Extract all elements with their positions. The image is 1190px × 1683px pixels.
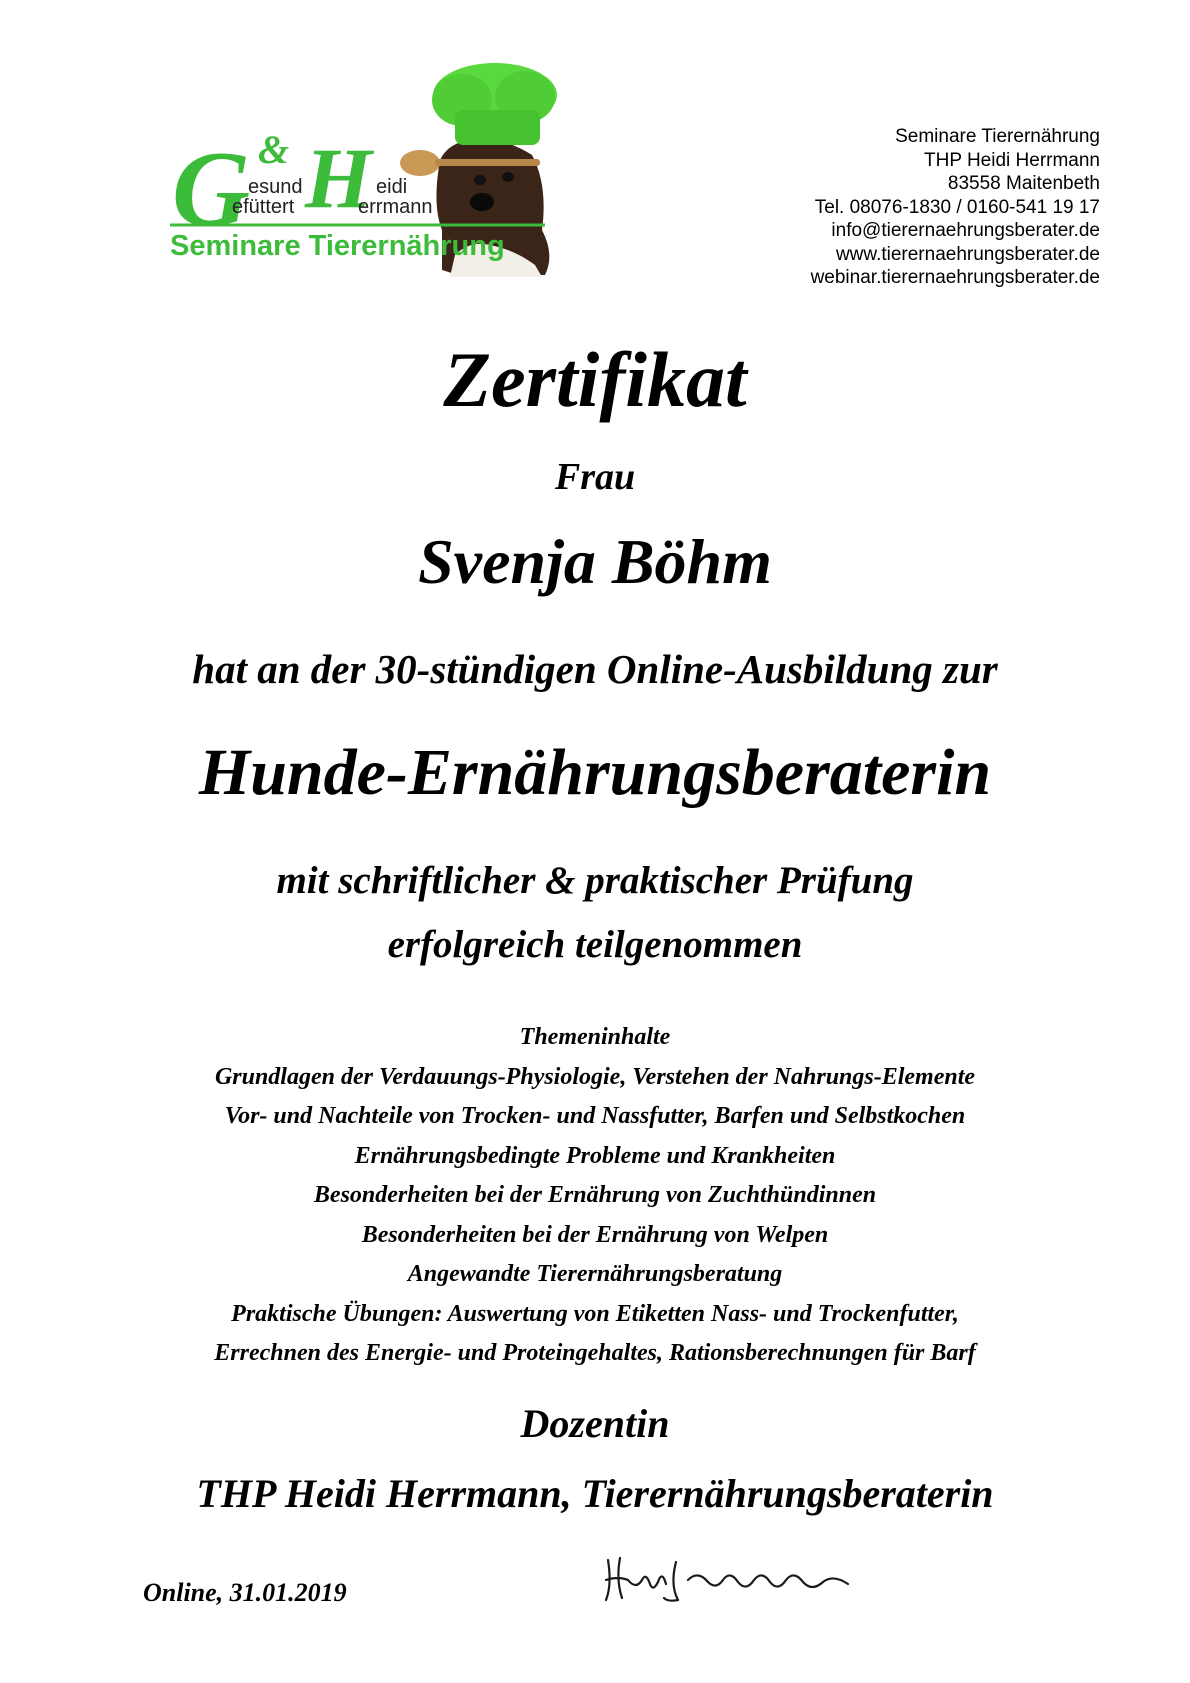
topic-item: Errechnen des Energie- und Proteingehaltes, Rationsberechnungen für Barf — [214, 1340, 976, 1366]
contact-info — [811, 125, 1100, 290]
topic-item: Praktische Übungen: Auswertung von Etiketten Nass- und Trockenfutter, — [231, 1300, 959, 1327]
course-title: Hunde-Ernährungsberaterin — [198, 736, 992, 809]
logo-word-errmann: errmann — [358, 196, 433, 218]
topics-heading: Themeninhalte — [519, 1024, 671, 1050]
topic-item: Besonderheiten bei der Ernährung von Zuchthündinnen — [313, 1182, 877, 1208]
logo-word-esund: esund — [248, 176, 303, 198]
exam-line: mit schriftlicher & praktischer Prüfung — [276, 859, 914, 902]
contact-company: Seminare Tierernährung — [895, 126, 1100, 147]
salutation: Frau — [554, 456, 636, 498]
instructor-label: Dozentin — [520, 1401, 670, 1446]
instructor-name: THP Heidi Herrmann, Tierernährungsberaterin — [196, 1471, 994, 1516]
recipient-name: Svenja Böhm — [418, 526, 772, 597]
logo-letter-h: H — [305, 130, 372, 226]
topic-item: Vor- und Nachteile von Trocken- und Nassfutter, Barfen und Selbstkochen — [224, 1103, 966, 1129]
place-date: Online, 31.01.2019 — [143, 1578, 347, 1607]
contact-email: info@tierernaehrungsberater.de — [831, 220, 1100, 241]
contact-address: 83558 Maitenbeth — [947, 173, 1100, 194]
contact-webinar: webinar.tierernaehrungsberater.de — [810, 267, 1100, 288]
topic-item: Besonderheiten bei der Ernährung von Welpen — [361, 1221, 829, 1248]
logo-letter-g: G — [172, 130, 250, 249]
logo-word-efuettert: efüttert — [232, 196, 295, 218]
company-logo — [170, 55, 590, 290]
certificate-title: Zertifikat — [443, 336, 747, 423]
topic-item: Angewandte Tierernährungsberatung — [407, 1261, 783, 1287]
chef-hat-icon — [432, 63, 557, 145]
signature — [598, 1540, 898, 1610]
topic-item: Grundlagen der Verdauungs-Physiologie, Verstehen der Nahrungs-Elemente — [214, 1063, 976, 1090]
logo-tagline: Seminare Tierernährung — [170, 230, 505, 262]
logo-ampersand: & — [258, 127, 290, 172]
topic-item: Ernährungsbedingte Probleme und Krankheiten — [354, 1142, 836, 1169]
course-intro: hat an der 30-stündigen Online-Ausbildung zur — [192, 646, 998, 692]
contact-owner: THP Heidi Herrmann — [924, 149, 1100, 171]
logo-word-eidi: eidi — [376, 176, 408, 198]
topics-list — [0, 1018, 1190, 1374]
contact-website: www.tierernaehrungsberater.de — [835, 243, 1100, 265]
contact-phone: Tel. 08076-1830 / 0160-541 19 17 — [814, 196, 1100, 218]
completion-line: erfolgreich teilgenommen — [387, 923, 803, 966]
